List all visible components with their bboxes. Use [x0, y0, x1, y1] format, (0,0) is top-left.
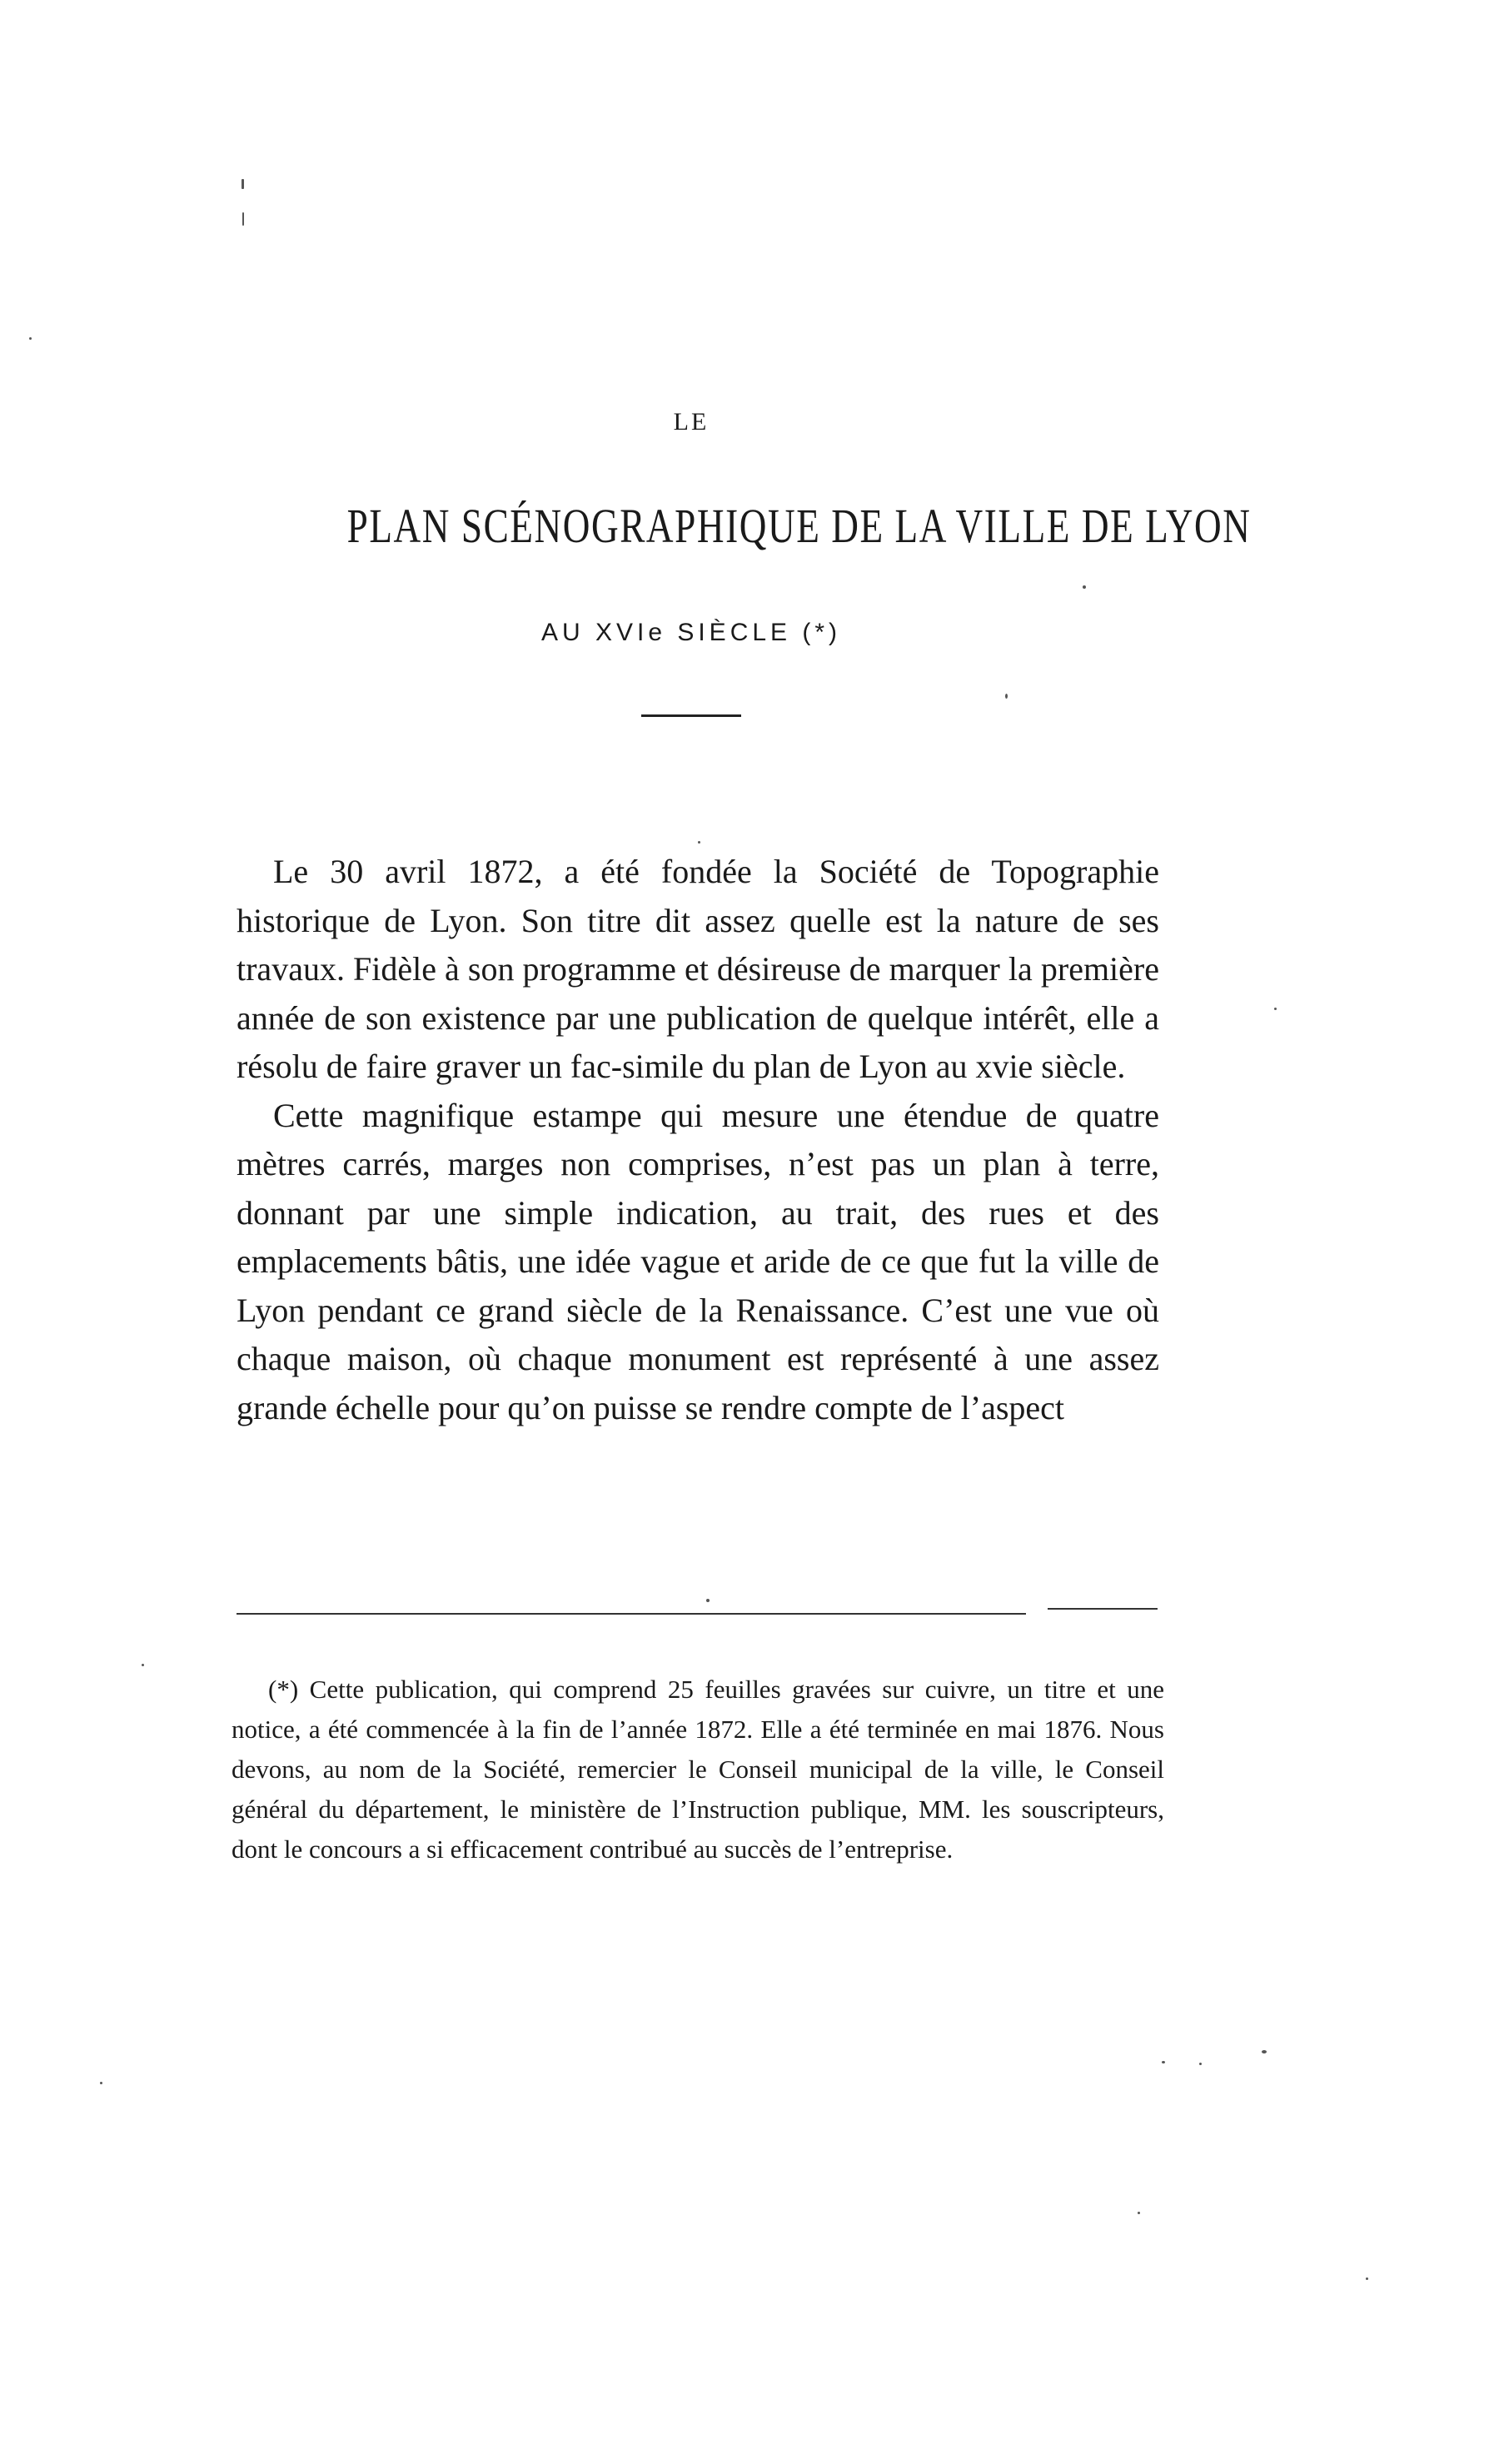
scan-speck: [100, 2082, 102, 2084]
scan-speck: [706, 1599, 710, 1602]
paragraph: Le 30 avril 1872, a été fondée la Société de Topographie historique de Lyon. Son titre dit assez quelle est la nature de ses travaux. Fidèle à son programme et désireuse de marquer la première année de son existence par une publication de quelque intérêt, elle a résolu de faire graver un fac-simile du plan de Lyon au xvie siècle.: [237, 853, 1159, 1085]
page-title: PLAN SCÉNOGRAPHIQUE DE LA VILLE DE LYON: [346, 499, 1252, 553]
footnote-text: (*) Cette publication, qui comprend 25 feuilles gravées sur cuivre, un titre et une notice, a été commencée à la fin de l’année 1872. Elle a été terminée en mai 1876. Nous devons, au nom de la Société, remercier le Conseil municipal de la ville, le Conseil général du département, le ministère de l’Instruction publique, MM. les souscripteurs, dont le concours a si efficacement contribué au succès de l’entreprise.: [232, 1675, 1164, 1864]
scan-speck: [698, 841, 700, 844]
scan-speck: [29, 337, 32, 340]
footnote-divider: [237, 1613, 1026, 1615]
scan-speck: [1366, 2277, 1368, 2280]
body-text: [237, 848, 1159, 1432]
scan-speck: [1199, 2063, 1202, 2065]
subtitle: AU XVIe SIÈCLE (*): [540, 619, 842, 646]
scan-speck: [1083, 585, 1086, 589]
scan-speck: [242, 212, 244, 226]
scan-speck: [1138, 2212, 1140, 2214]
scan-speck: [1005, 694, 1008, 699]
pre-title: LE: [673, 408, 710, 436]
scan-speck: [1162, 2061, 1165, 2063]
paragraph: Cette magnifique estampe qui mesure une étendue de quatre mètres carrés, marges non comprises, n’est pas un plan à terre, donnant par une simple indication, au trait, des rues et des emplacements bâtis, une idée vague et aride de ce que fut la ville de Lyon pendant ce grand siècle de la Renaissance. C’est une vue où chaque maison, où chaque monument est représenté à une assez grande échelle pour qu’on puisse se rendre compte de l’aspect: [237, 1096, 1159, 1426]
scan-speck: [1262, 2050, 1267, 2053]
scan-speck: [1274, 1008, 1277, 1010]
scan-speck: [242, 179, 244, 189]
title-divider: [641, 714, 741, 717]
footnote: [232, 1670, 1164, 1869]
scan-speck: [142, 1664, 144, 1666]
footnote-divider-short: [1048, 1608, 1158, 1610]
